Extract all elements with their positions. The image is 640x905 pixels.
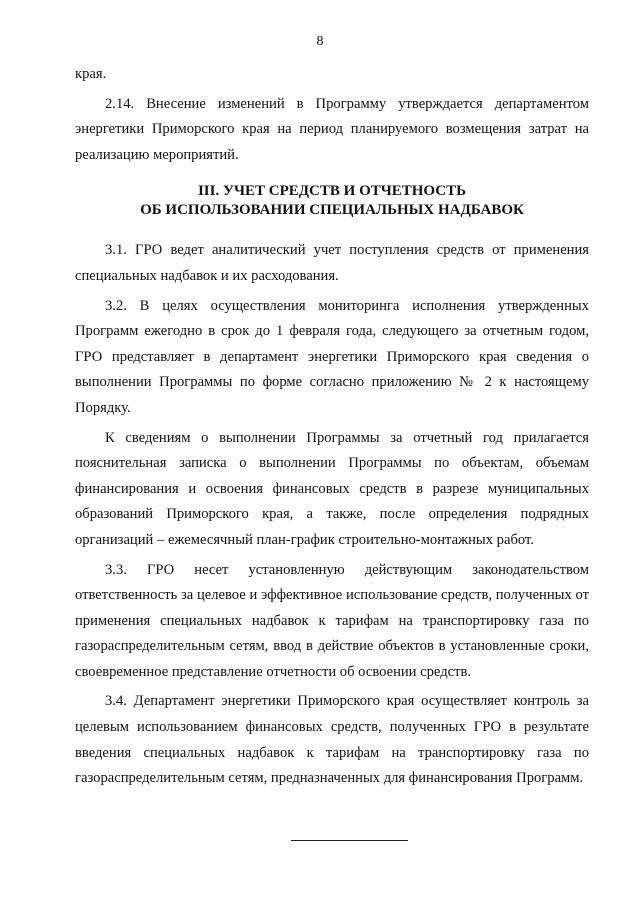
section-heading: [75, 182, 589, 220]
page-number: 8: [316, 34, 324, 49]
paragraph-continuation: края.: [75, 66, 107, 82]
section-heading-line-1: III. УЧЕТ СРЕДСТВ И ОТЧЕТНОСТЬ: [197, 183, 467, 200]
paragraph-2-14: 2.14. Внесение изменений в Программу утверждается департаментом энергетики Приморского края на период планируемого возмещения затрат на реализацию мероприятий.: [75, 95, 589, 163]
paragraph-3-2: 3.2. В целях осуществления мониторинга исполнения утвержденных Программ ежегодно в срок до 1 февраля года, следующего за отчетным годом, ГРО представляет в департамент энергетики Приморского края сведения о выполнении Программы по форме согласно приложению № 2 к настоящему Порядку.: [75, 297, 589, 416]
section-heading-line-2: ОБ ИСПОЛЬЗОВАНИИ СПЕЦИАЛЬНЫХ НАДБАВОК: [140, 202, 524, 219]
paragraph-3-4: 3.4. Департамент энергетики Приморского края осуществляет контроль за целевым использованием финансовых средств, полученных ГРО в результате введения специальных надбавок к тарифам на транспортировку газа по газораспределительным сетям, предназначенных для финансирования Программ.: [75, 693, 589, 787]
document-body: [75, 62, 589, 792]
paragraph-3-2-attachment: К сведениям о выполнении Программы за отчетный год прилагается пояснительная записка о выполнении Программы по объектам, объемам финансирования и освоения финансовых средств в разрезе муниципальных образований Приморского края, а также, после определения подрядных организаций – ежемесячный план-график строительно-монтажных работ.: [75, 429, 589, 548]
closing-divider: [291, 840, 408, 841]
paragraph-3-1: 3.1. ГРО ведет аналитический учет поступления средств от применения специальных надбавок и их расходования.: [75, 242, 589, 284]
paragraph-3-3: 3.3. ГРО несет установленную действующим законодательством ответственность за целевое и эффективное использование средств, полученных от применения специальных надбавок к тарифам на транспортировку газа по газораспределительным сетям, ввод в действие объектов в установленные сроки, своевременное представление отчетности об освоении средств.: [75, 561, 589, 680]
